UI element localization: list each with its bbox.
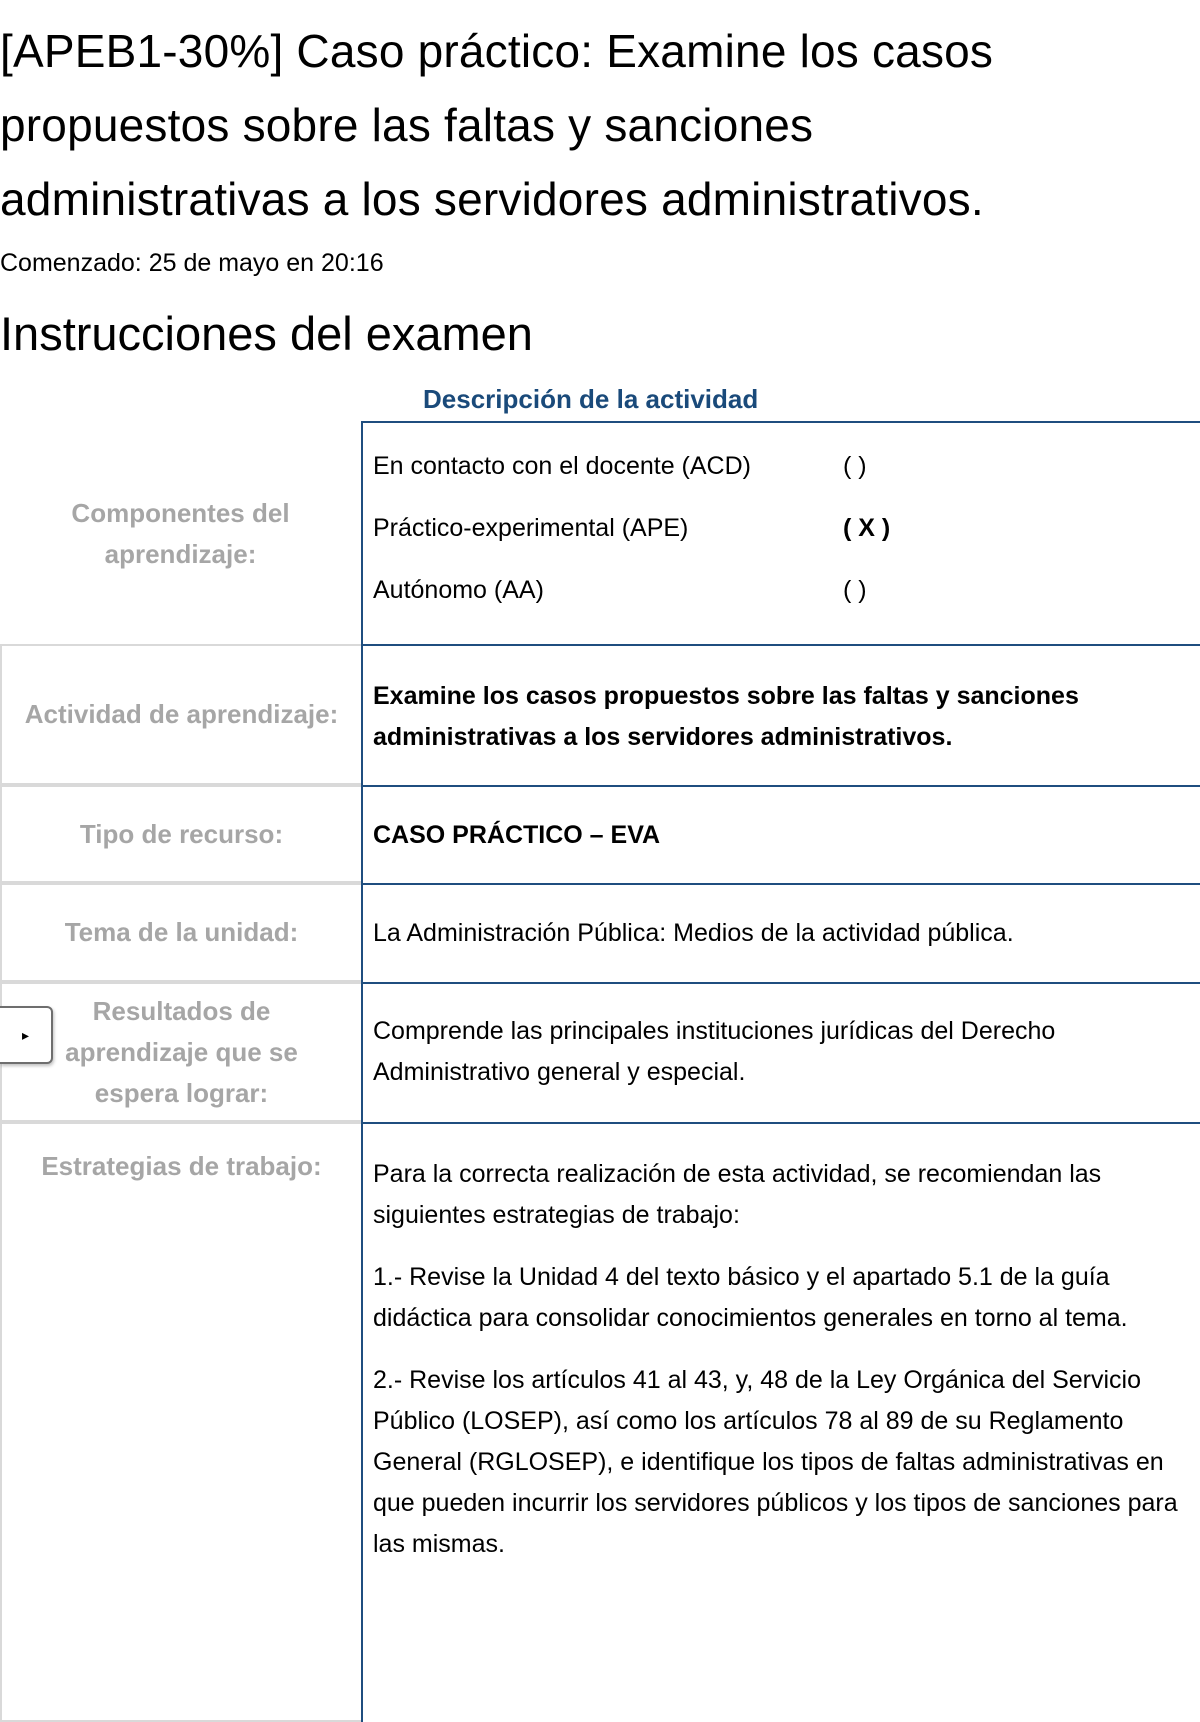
expand-sidebar-button[interactable] (0, 1006, 53, 1064)
components-label (0, 424, 361, 644)
outcomes-label (0, 982, 361, 1122)
strategy-paragraph: 2.- Revise los artículos 41 al 43, y, 48 de la Ley Orgánica del Servicio Público (LOSEP), así como los artículos 78 al 89 de su Reglamento General (RGLOSEP), e identifique los tipos de faltas administrativas en que pueden incurrir los servidores públicos y los tipos de sanciones para las mismas. (373, 1366, 1178, 1558)
topic-value: La Administración Pública: Medios de la actividad pública. (361, 883, 1200, 982)
activity-value: Examine los casos propuestos sobre las faltas y sanciones administrativas a los servidores administrativos. (361, 644, 1200, 785)
component-row-ape (373, 497, 1200, 559)
component-name: Práctico-experimental (APE) (373, 513, 689, 542)
topic-label (0, 883, 361, 982)
components-cell (361, 421, 1200, 644)
strategies-label-text: Estrategias de trabajo: (41, 1151, 322, 1181)
component-row-acd (373, 435, 1200, 497)
component-name: En contacto con el docente (ACD) (373, 451, 751, 480)
strategy-paragraph: Para la correcta realización de esta actividad, se recomiendan las siguientes estrategias de trabajo: (373, 1160, 1102, 1229)
outcomes-label-text: Resultados de aprendizaje que se espera lograr: (65, 995, 298, 1108)
component-mark: ( ) (843, 451, 867, 480)
instructions-heading: Instrucciones del examen (0, 307, 533, 360)
resource-value: CASO PRÁCTICO – EVA (361, 785, 1200, 883)
resource-label-text: Tipo de recurso: (79, 818, 284, 849)
page-title: [APEB1-30%] Caso práctico: Examine los casos propuestos sobre las faltas y sanciones administrativas a los servidores administrativos. (0, 25, 994, 225)
resource-label (0, 785, 361, 883)
triangle-right-icon: ▸ (21, 1026, 30, 1043)
components-label-text: Componentes del aprendizaje: (71, 498, 290, 569)
component-mark: ( X ) (843, 513, 891, 542)
activity-description-heading: Descripción de la actividad (423, 384, 759, 414)
outcomes-value: Comprende las principales instituciones jurídicas del Derecho Administrativo general y especial. (361, 982, 1200, 1122)
started-timestamp: Comenzado: 25 de mayo en 20:16 (0, 249, 384, 277)
strategies-cell (361, 1122, 1200, 1722)
component-mark: ( ) (843, 575, 867, 604)
component-name: Autónomo (AA) (373, 575, 544, 604)
activity-label (0, 644, 361, 785)
strategies-label (0, 1122, 361, 1722)
activity-label-text: Actividad de aprendizaje: (24, 699, 339, 729)
component-row-aa (373, 559, 1200, 621)
topic-label-text: Tema de la unidad: (64, 917, 299, 947)
strategy-paragraph: 1.- Revise la Unidad 4 del texto básico y el apartado 5.1 de la guía didáctica para consolidar conocimientos generales en torno al tema. (373, 1263, 1128, 1332)
